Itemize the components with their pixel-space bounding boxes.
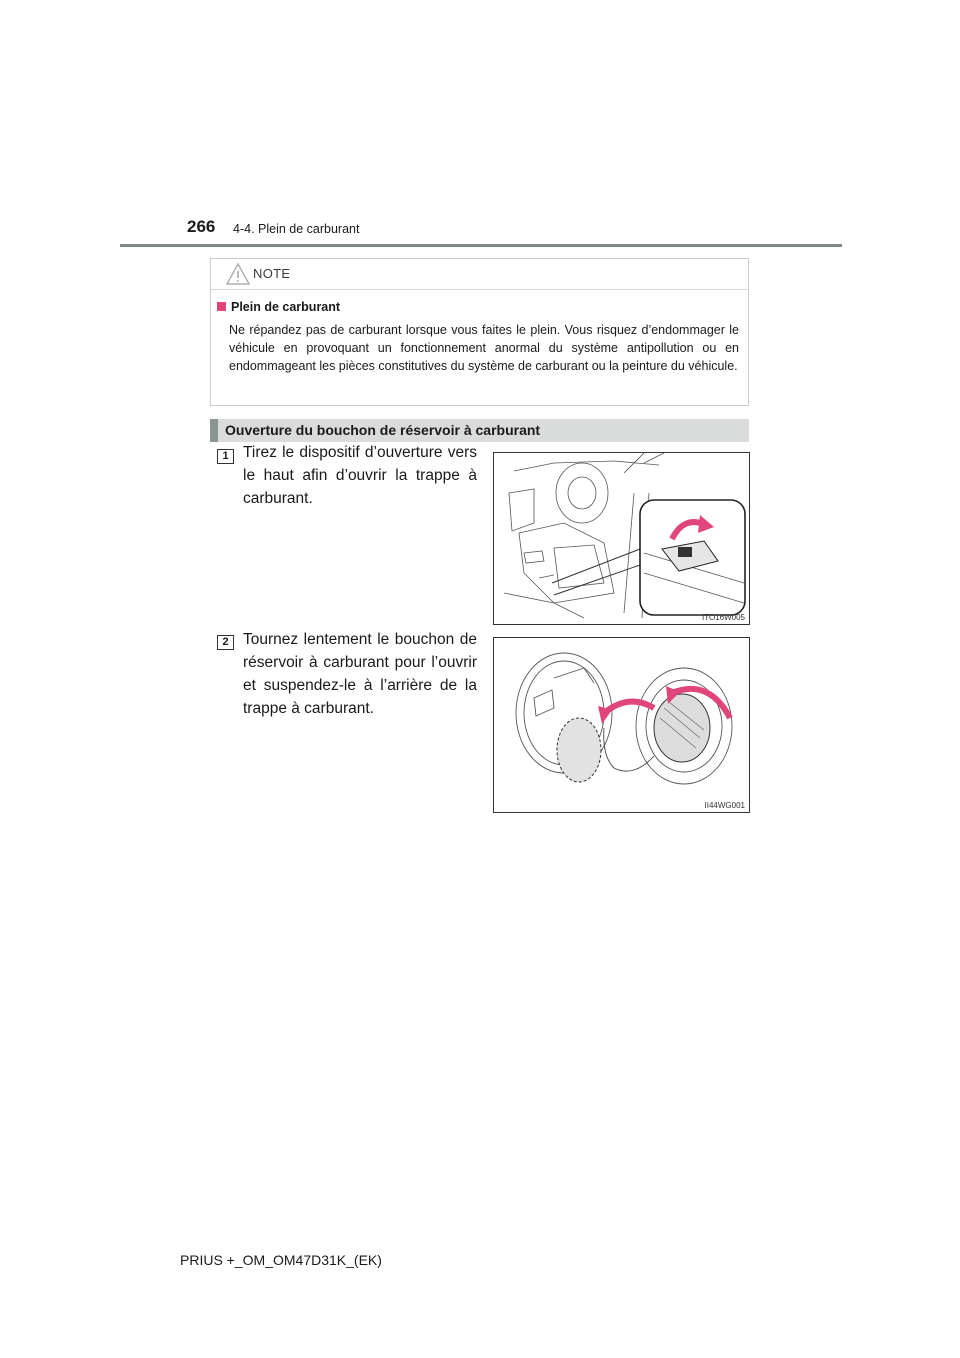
- section-banner: [210, 419, 749, 442]
- note-body: Ne répandez pas de carburant lorsque vous faites le plein. Vous risquez d’endommager le véhicule en provoquant un fonctionnement anormal du système antipollution ou en endommageant les pièces constitutives du système de carburant ou la peinture du véhicule.: [229, 323, 739, 373]
- note-subheading-text: Plein de carburant: [231, 300, 341, 314]
- page-number: 266: [187, 217, 216, 236]
- figure-code: ITO16W005: [702, 613, 745, 622]
- car-interior-drawing: [494, 453, 749, 624]
- banner-title: Ouverture du bouchon de réservoir à carburant: [225, 422, 541, 438]
- banner-accent-bar: [210, 419, 218, 442]
- footer-doc-code: PRIUS +_OM_OM47D31K_(EK): [180, 1252, 382, 1268]
- note-subheading: [217, 300, 340, 314]
- step-text-1: Tirez le dispositif d’ouverture vers le haut afin d’ouvrir la trappe à carburant.: [243, 444, 477, 507]
- section-title: 4-4. Plein de carburant: [233, 222, 360, 236]
- warning-triangle-icon: [225, 262, 251, 286]
- note-box: [210, 258, 749, 406]
- illustration-fuel-cap: [493, 637, 750, 813]
- header-rule: [120, 244, 842, 247]
- figure-code: II44WG001: [704, 801, 745, 810]
- step-number-1: 1: [217, 449, 234, 464]
- illustration-fuel-door-opener: [493, 452, 750, 625]
- step-number-2: 2: [217, 635, 234, 650]
- fuel-cap-drawing: [494, 638, 749, 812]
- step-text-2: Tournez lentement le bouchon de réservoir à carburant pour l’ouvrir et suspendez-le à l’arrière de la trappe à carburant.: [243, 631, 477, 717]
- note-header: [211, 259, 748, 290]
- bullet-square-icon: [217, 302, 226, 311]
- note-label: NOTE: [253, 266, 291, 281]
